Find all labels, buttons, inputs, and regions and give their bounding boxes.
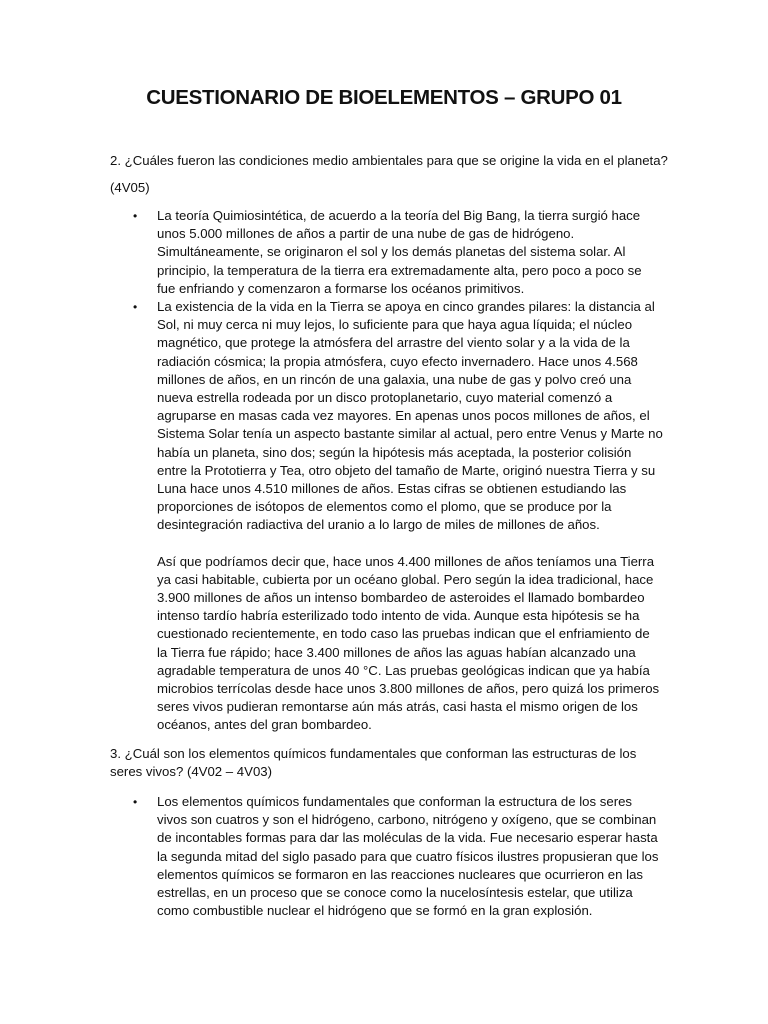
question-3: 3. ¿Cuál son los elementos químicos fundamentales que conforman las estructuras de los seres vivos? (4V02 – 4V03) [110, 746, 637, 780]
list-item [133, 298, 663, 535]
list-item [133, 793, 663, 920]
question-2-answers [133, 207, 663, 735]
bullet-icon: • [133, 300, 138, 315]
question-2: 2. ¿Cuáles fueron las condiciones medio ambientales para que se origine la vida en el planeta? [110, 153, 668, 168]
bullet-text: La existencia de la vida en la Tierra se apoya en cinco grandes pilares: la distancia al Sol, ni muy cerca ni muy lejos, lo suficiente para que haya agua líquida; el núcleo magnético, que protege la atmósfera del arrastre del viento solar y a la vida de la radiación cósmica; la propia atmósfera, cuyo efecto invernadero. Hace unos 4.568 millones de años, en un rincón de una galaxia, una nube de gas y polvo creó una nueva estrella rodeada por un disco protoplanetario, cuyo material comenzó a agruparse en masas cada vez mayores. En apenas unos pocos millones de años, el Sistema Solar tenía un aspecto bastante similar al actual, pero entre Venus y Marte no había un planeta, sino dos; según la hipótesis más aceptada, la posterior colisión entre la Prototierra y Tea, otro objeto del tamaño de Marte, originó nuestra Tierra y su Luna hace unos 4.510 millones de años. Estas cifras se obtienen estudiando las proporciones de isótopos de elementos como el plomo, que se produce por la desintegración radiactiva del uranio a lo largo de miles de millones de años. [157, 299, 663, 533]
answer-paragraph: Así que podríamos decir que, hace unos 4.400 millones de años teníamos una Tierra ya casi habitable, cubierta por un océano global. Pero según la idea tradicional, hace 3.900 millones de años un intenso bombardeo de asteroides el llamado bombardeo intenso tardío habría esterilizado todo intento de vida. Aunque esta hipótesis se ha cuestionado recientemente, en todo caso las pruebas indican que el enfriamiento de la Tierra fue rápido; hace 3.400 millones de años las aguas habían alcanzado una agradable temperatura de unos 40 °C. Las pruebas geológicas indican que ya había microbios terrícolas desde hace unos 3.800 millones de años, pero quizá los primeros seres vivos pudieran remontarse aún más atrás, casi hasta el mismo origen de los océanos, antes del gran bombardeo. [157, 553, 660, 733]
document-title: CUESTIONARIO DE BIOELEMENTOS – GRUPO 01 [146, 86, 622, 109]
bullet-text: Los elementos químicos fundamentales que conforman la estructura de los seres vivos son cuatros y son el hidrógeno, carbono, nitrógeno y oxígeno, que se combinan de incontables formas para dar las moléculas de la vida. Fue necesario esperar hasta la segunda mitad del siglo pasado para que cuatro físicos ilustres propusieran que los elementos químicos se formaron en las reacciones nucleares que ocurrieron en las estrellas, en un proceso que se conoce como la nucelosíntesis estelar, que utiliza como combustible nuclear el hidrógeno que se formó en la gran explosión. [157, 794, 659, 919]
bullet-text: La teoría Quimiosintética, de acuerdo a la teoría del Big Bang, la tierra surgió hace unos 5.000 millones de años a partir de una nube de gas de hidrógeno. Simultáneamente, se originaron el sol y los demás planetas del sistema solar. Al principio, la temperatura de la tierra era extremadamente alta, pero poco a poco se fue enfriando y comenzaron a formarse los océanos primitivos. [157, 208, 642, 296]
bullet-icon: • [133, 795, 138, 809]
question-3-answers [133, 793, 663, 920]
question-2-code: (4V05) [110, 180, 150, 195]
bullet-icon: • [133, 209, 138, 223]
list-item [133, 207, 663, 298]
